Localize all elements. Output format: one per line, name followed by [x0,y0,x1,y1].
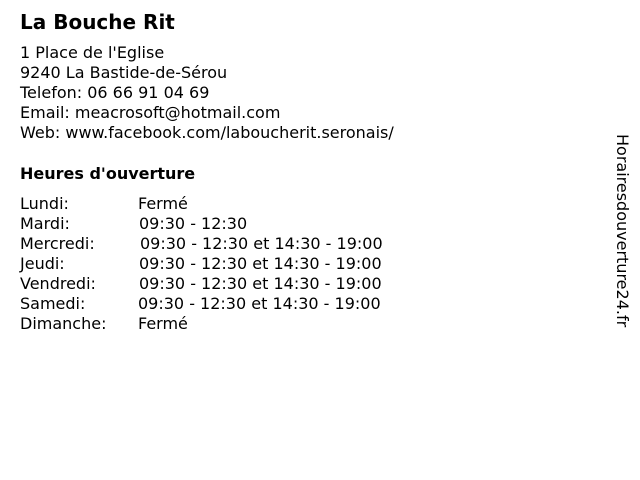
contact-info [20,43,394,143]
site-watermark: Horairesdouverture24.fr [613,134,632,328]
day-label: Lundi: [20,194,69,213]
address-line-2: 9240 La Bastide-de-Sérou [20,63,228,82]
website-link: Web: www.facebook.com/laboucherit.seronais/ [20,123,394,142]
day-hours: 09:30 - 12:30 et 14:30 - 19:00 [140,234,383,253]
opening-hours-heading: Heures d'ouverture [20,164,196,183]
day-hours: 09:30 - 12:30 et 14:30 - 19:00 [139,254,382,273]
day-hours: Fermé [138,314,188,333]
day-hours: 09:30 - 12:30 et 14:30 - 19:00 [139,274,382,293]
day-label: Jeudi: [20,254,65,273]
day-label: Vendredi: [20,274,96,293]
day-hours: 09:30 - 12:30 et 14:30 - 19:00 [138,294,381,313]
day-label: Mercredi: [20,234,95,253]
day-label: Dimanche: [20,314,107,333]
address-line-1: 1 Place de l'Eglise [20,43,165,62]
day-hours: 09:30 - 12:30 [139,214,248,233]
day-hours: Fermé [138,194,188,213]
day-label: Samedi: [20,294,86,313]
day-label: Mardi: [20,214,70,233]
email-address: Email: meacrosoft@hotmail.com [20,103,281,122]
business-name: La Bouche Rit [20,10,175,34]
phone-number: Telefon: 06 66 91 04 69 [20,83,210,102]
